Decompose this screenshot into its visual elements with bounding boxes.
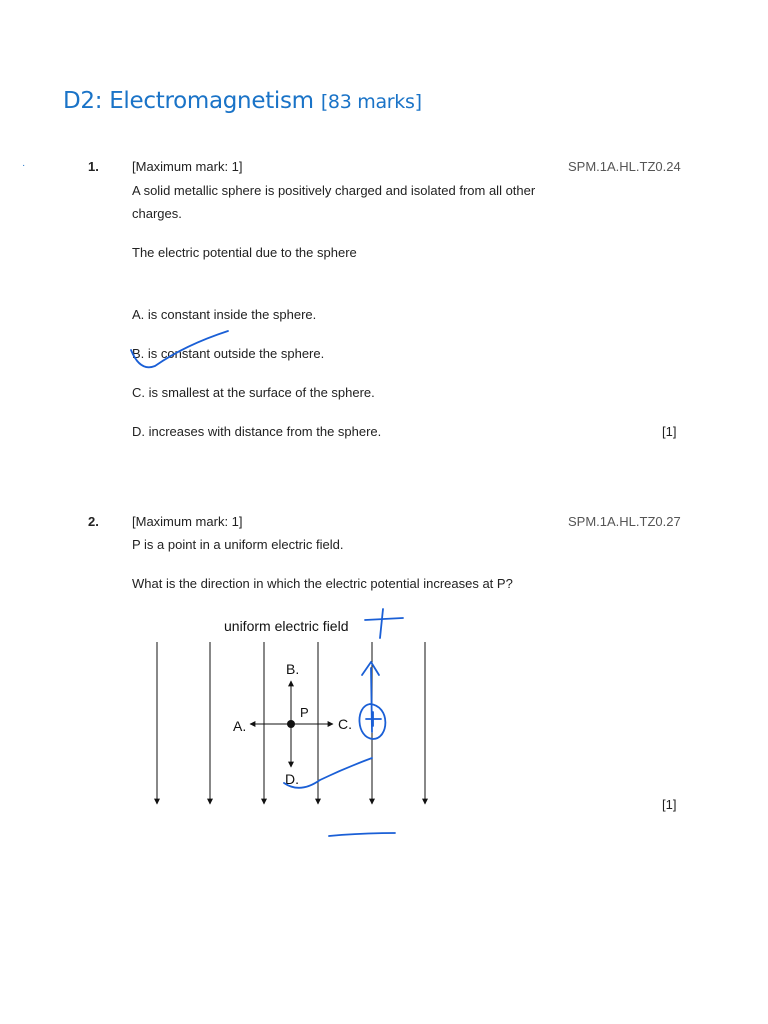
question-2-number: 2.: [88, 514, 99, 529]
question-2-prompt: What is the direction in which the electric potential increases at P?: [132, 576, 513, 591]
point-p-dot: [287, 720, 295, 728]
question-2-mark: [1]: [662, 797, 677, 812]
page-title: [63, 88, 422, 114]
question-1-max-mark: [Maximum mark: 1]: [132, 159, 243, 174]
figure-title: uniform electric field: [224, 618, 349, 634]
question-1-stem-line-2: charges.: [132, 206, 182, 221]
label-c: C.: [338, 716, 352, 732]
minus-sign: [329, 833, 395, 836]
margin-bullet: ·: [22, 160, 26, 171]
question-1-code: SPM.1A.HL.TZ0.24: [568, 159, 681, 174]
question-1-number: 1.: [88, 159, 99, 174]
question-1-stem-line-1: A solid metallic sphere is positively charged and isolated from all other: [132, 183, 536, 198]
question-1-option-c: C. is smallest at the surface of the sphere.: [132, 385, 375, 400]
label-d: D.: [285, 771, 299, 787]
question-2-max-mark: [Maximum mark: 1]: [132, 514, 243, 529]
label-b: B.: [286, 661, 300, 677]
question-1-option-a: A. is constant inside the sphere.: [132, 307, 317, 322]
title-text: D2: Electromagnetism: [63, 88, 314, 114]
question-1-option-b: B. is constant outside the sphere.: [132, 346, 325, 361]
total-marks: [83 marks]: [320, 91, 422, 113]
uniform-field-diagram: [150, 605, 450, 815]
question-2-code: SPM.1A.HL.TZ0.27: [568, 514, 681, 529]
question-2-stem: P is a point in a uniform electric field.: [132, 537, 344, 552]
question-1-prompt: The electric potential due to the sphere: [132, 245, 357, 260]
point-p-label: P: [300, 705, 309, 720]
question-1-option-d: D. increases with distance from the sphere.: [132, 424, 382, 439]
label-a: A.: [233, 718, 247, 734]
question-1-mark: [1]: [662, 424, 677, 439]
